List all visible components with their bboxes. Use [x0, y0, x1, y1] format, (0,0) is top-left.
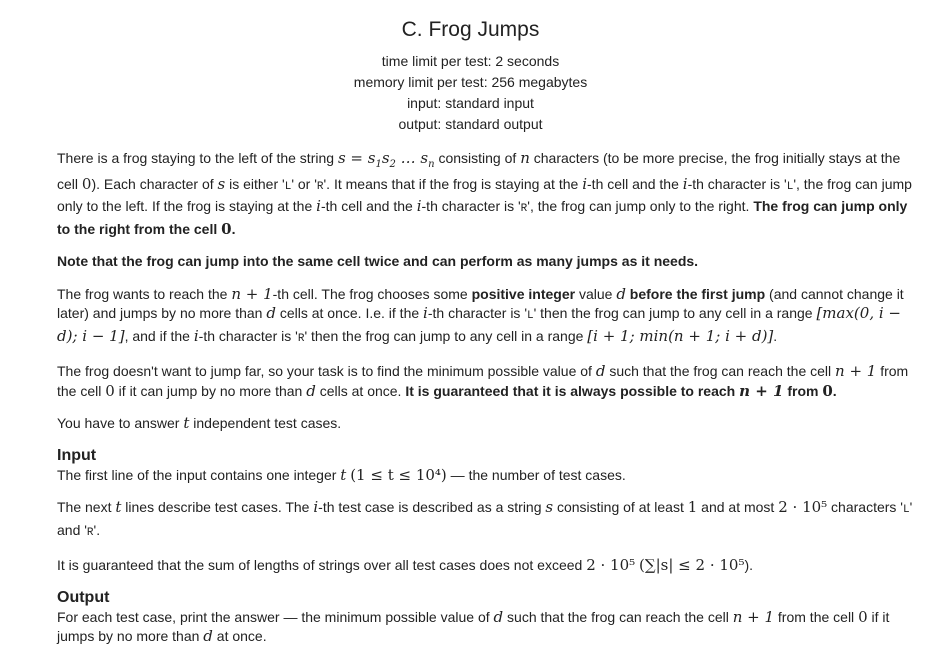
time-limit: time limit per test: 2 seconds — [381, 53, 560, 69]
output-heading: Output — [57, 588, 110, 606]
output-file: output: standard output — [398, 116, 543, 132]
input-paragraph-3: It is guaranteed that the sum of lengths of strings over all test cases does not exceed 2 · 10⁵ (∑|s| ≤ 2 · 10⁵). — [57, 556, 754, 574]
problem-title: C. Frog Jumps — [401, 18, 540, 41]
input-heading: Input — [57, 446, 97, 464]
input-paragraph-2: The next t lines describe test cases. The i-th test case is described as a string s consisting of at least 1 and at most 2 · 10⁵ characters 'L' and 'R'. — [57, 498, 913, 539]
output-paragraph-1: For each test case, print the answer — the minimum possible value of d such that the frog can reach the cell n + 1 from the cell 0 if it jumps by no more than d at once. — [57, 607, 890, 645]
statement-paragraph-1: There is a frog staying to the left of the string $s = s_1s_2$ … $s_n$ consisting of n characters (to be more precise, the frog initially stays at the cell 0). Each character of s is either 'L' or 'R'. It means that if the frog is staying at the i-th cell and the i-th character is 'L', the frog can jump only to the left. If the frog is staying at the i-th cell and the i-th character is 'R', the frog can jump only to the right. The frog can jump only to the right from the cell 0. — [57, 149, 912, 238]
input-file: input: standard input — [407, 95, 534, 111]
memory-limit: memory limit per test: 256 megabytes — [353, 74, 588, 90]
math-string-def: $s = s_1s_2$ … $s_n$ — [337, 149, 435, 170]
input-paragraph-1: The first line of the input contains one integer t (1 ≤ t ≤ 10⁴) — the number of test cases. — [57, 465, 626, 484]
problem-statement — [57, 149, 919, 660]
statement-paragraph-3: The frog wants to reach the n + 1-th cell. The frog chooses some positive integer value d before the first jump (and cannot change it later) and jumps by no more than d cells at once. I.e. if the i-th character is 'L' then the frog can jump to any cell in a range [max(0, i − d); i − 1], and if the i-th character is 'R' then the frog can jump to any cell in a range [i + 1; min(n + 1; i + d)]. — [57, 284, 904, 345]
statement-paragraph-2: Note that the frog can jump into the same cell twice and can perform as many jumps as it needs. — [57, 253, 699, 269]
problem-header — [0, 0, 941, 135]
statement-paragraph-5: You have to answer t independent test cases. — [57, 414, 342, 432]
statement-paragraph-4: The frog doesn't want to jump far, so your task is to find the minimum possible value of d such that the frog can reach the cell n + 1 from the cell 0 if it can jump by no more than d cells at once. It is guaranteed that it is always possible to reach n + 1 from 0. — [57, 362, 909, 400]
